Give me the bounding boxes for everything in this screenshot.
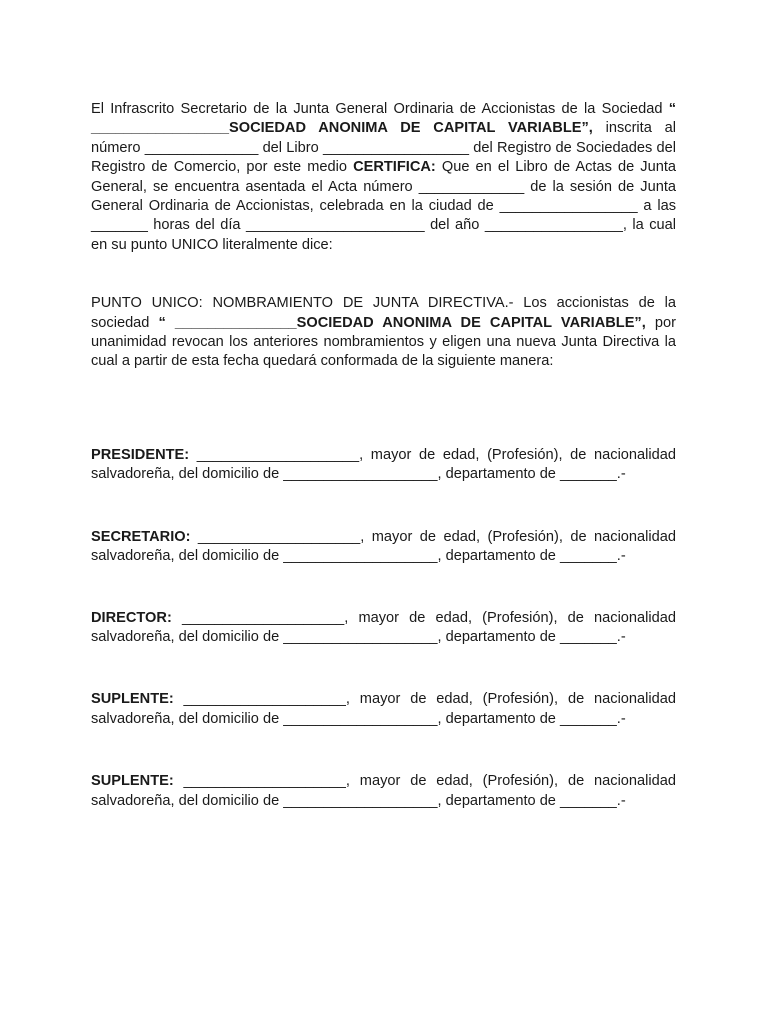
punto-unico-paragraph [91, 294, 676, 372]
spacer [91, 255, 676, 294]
member-text: ____________________, mayor de edad, (Profesión), de nacionalidad salvadoreña, del domicilio de ___________________, departamento de _______.- [91, 528, 676, 565]
intro-text-3: Que en el Libro de Actas de Junta General, se encuentra asentada el Acta número _____________ de la sesión de Junta General Ordinaria de Accionistas, celebrada en la ciudad de _________________ a las _______ horas del día ______________________ del año _________________, la cual en su punto UNICO literalmente dice: [91, 159, 676, 253]
document-page [91, 100, 676, 811]
intro-paragraph [91, 100, 676, 255]
member-role: SUPLENTE: [91, 691, 174, 708]
member-president [91, 446, 676, 485]
member-role: SECRETARIO: [91, 528, 191, 545]
member-substitute-2 [91, 772, 676, 811]
member-text: ____________________, mayor de edad, (Profesión), de nacionalidad salvadoreña, del domicilio de ___________________, departamento de _______.- [91, 446, 676, 483]
certifica-label: CERTIFICA: [353, 159, 436, 176]
member-secretary [91, 528, 676, 567]
member-text: ____________________, mayor de edad, (Profesión), de nacionalidad salvadoreña, del domicilio de ___________________, departamento de _______.- [91, 609, 676, 645]
punto-company-name: “ _______________SOCIEDAD ANONIMA DE CAPITAL VARIABLE”, [158, 314, 646, 331]
member-substitute-1 [91, 690, 676, 729]
punto-text-1: PUNTO UNICO: NOMBRAMIENTO DE JUNTA DIRECTIVA.- Los accionistas de la sociedad [91, 295, 676, 331]
member-role: DIRECTOR: [91, 609, 172, 626]
spacer [91, 729, 676, 772]
spacer [91, 567, 676, 609]
spacer [91, 372, 676, 446]
member-role: SUPLENTE: [91, 773, 174, 790]
intro-text-2: inscrita al número ______________ del Libro __________________ del Registro de Sociedades del Registro de Comercio, por este medio [91, 120, 676, 176]
intro-text-1: El Infrascrito Secretario de la Junta General Ordinaria de Accionistas de la Sociedad [91, 101, 669, 117]
member-text: ____________________, mayor de edad, (Profesión), de nacionalidad salvadoreña, del domicilio de ___________________, departamento de _______.- [91, 691, 676, 727]
spacer [91, 647, 676, 690]
intro-company-name: “ _________________SOCIEDAD ANONIMA DE CAPITAL VARIABLE”, [91, 101, 676, 137]
spacer [91, 485, 676, 528]
member-director [91, 609, 676, 648]
punto-text-2: por unanimidad revocan los anteriores nombramientos y eligen una nueva Junta Directiva la cual a partir de esta fecha quedará conformada de la siguiente manera: [91, 314, 676, 370]
member-role: PRESIDENTE: [91, 446, 190, 463]
member-text: ____________________, mayor de edad, (Profesión), de nacionalidad salvadoreña, del domicilio de ___________________, departamento de _______.- [91, 773, 676, 809]
